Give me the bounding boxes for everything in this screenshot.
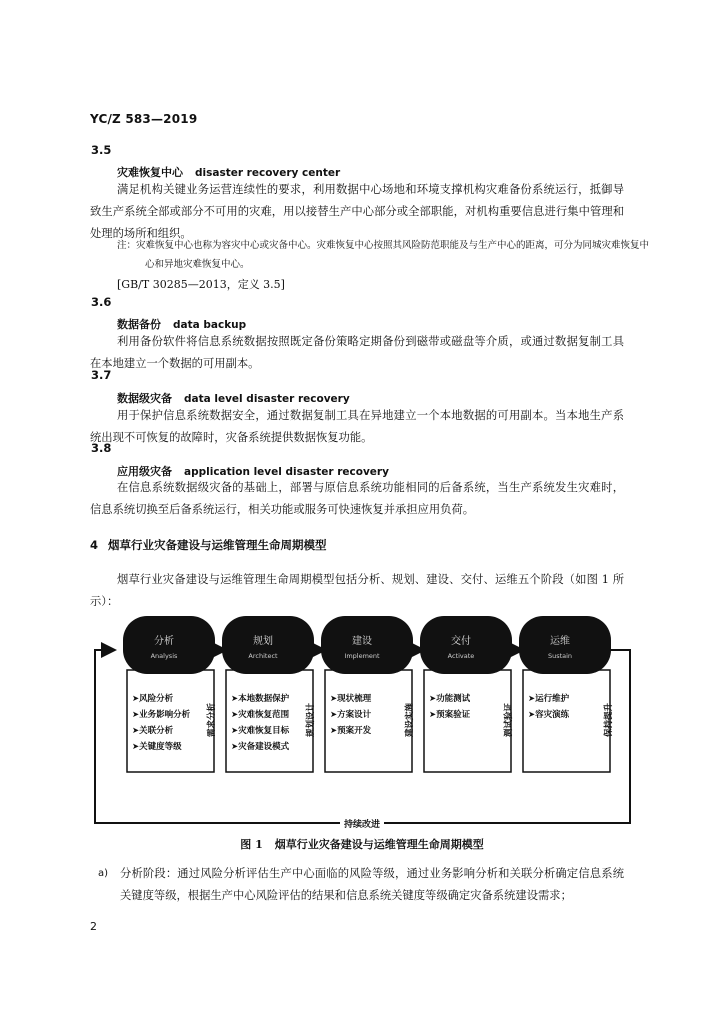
- term-zh: 应用级灾备: [117, 465, 172, 478]
- section-title: 烟草行业灾备建设与运维管理生命周期模型: [108, 538, 327, 552]
- phase-item: ➤灾备建设模式: [231, 742, 290, 752]
- term-number: 3.6: [91, 295, 112, 309]
- phase-zh: 运维: [550, 636, 570, 647]
- connector-label: 建设实施: [405, 702, 415, 738]
- term-en: data level disaster recovery: [184, 393, 350, 405]
- term-title: [117, 164, 340, 180]
- figure-number: 图 1: [240, 838, 263, 851]
- section-heading: [90, 537, 327, 553]
- section-number: 4: [90, 538, 99, 552]
- lifecycle-diagram: [0, 600, 724, 830]
- phase-en: Sustain: [547, 652, 573, 660]
- list-text: 分析阶段：通过风险分析评估生产中心面临的风险等级，通过业务影响分析和关联分析确定信息系统关键度等级，根据生产中心风险评估的结果和信息系统关键度等级确定灾备系统建设需求；: [120, 867, 624, 902]
- phase-box-implement: [325, 670, 412, 772]
- term-zh: 灾难恢复中心: [117, 166, 183, 179]
- phase-box-analysis: [127, 670, 214, 772]
- term-zh: 数据级灾备: [117, 392, 172, 405]
- document-header: YC/Z 583—2019: [90, 112, 198, 126]
- phase-en: Activate: [447, 652, 475, 660]
- section-intro: 烟草行业灾备建设与运维管理生命周期模型包括分析、规划、建设、交付、运维五个阶段（如图 1 所示）：: [90, 573, 624, 608]
- phase-item: ➤现状梳理: [330, 694, 372, 704]
- phase-item: ➤功能测试: [429, 694, 471, 704]
- term-source: [GB/T 30285—2013，定义 3.5]: [117, 278, 285, 291]
- term-zh: 数据备份: [117, 318, 161, 331]
- phase-item: ➤预案验证: [429, 710, 471, 720]
- phase-box-activate: [424, 670, 511, 772]
- phase-item: ➤预案开发: [330, 726, 372, 736]
- phase-item: ➤灾难恢复范围: [231, 710, 290, 720]
- term-definition: 满足机构关键业务运营连续性的要求，利用数据中心场地和环境支撑机构灾难备份系统运行，抵御导致生产系统全部或部分不可用的灾难，用以接替生产中心部分或全部职能，对机构重要信息进行集中管理和处理的场所和组织。: [90, 183, 624, 240]
- phase-item: ➤关键度等级: [132, 742, 182, 752]
- connector-label: 保持提升: [604, 702, 614, 738]
- phase-box-sustain: [523, 670, 610, 772]
- term-en: application level disaster recovery: [184, 466, 389, 478]
- phase-zh: 建设: [352, 636, 372, 647]
- term-title: [117, 390, 350, 406]
- term-number: 3.8: [91, 441, 112, 455]
- figure-title: 烟草行业灾备建设与运维管理生命周期模型: [274, 838, 484, 851]
- figure-caption: [0, 836, 724, 852]
- phase-item: ➤业务影响分析: [132, 710, 191, 720]
- phase-en: Implement: [344, 652, 380, 660]
- phase-zh: 规划: [253, 636, 273, 647]
- phase-item: ➤灾难恢复目标: [231, 726, 290, 736]
- phase-item: ➤本地数据保护: [231, 694, 290, 704]
- connector-label: 需求分析: [207, 702, 217, 738]
- connector-label: 测试验证: [504, 702, 514, 738]
- term-definition: 在信息系统数据级灾备的基础上，部署与原信息系统功能相同的后备系统，当生产系统发生灾难时，信息系统切换至后备系统运行，相关功能或服务可快速恢复并承担应用负荷。: [90, 481, 624, 516]
- term-title: [117, 316, 246, 332]
- term-definition: 用于保护信息系统数据安全，通过数据复制工具在异地建立一个本地数据的可用副本。当本地生产系统出现不可恢复的故障时，灾备系统提供数据恢复功能。: [90, 409, 624, 444]
- page-number: 2: [90, 920, 97, 933]
- loop-label: 持续改进: [343, 820, 381, 830]
- term-number: 3.7: [91, 368, 112, 382]
- phase-en: Architect: [248, 652, 278, 660]
- phase-item: ➤方案设计: [330, 710, 372, 720]
- list-item: [98, 863, 624, 907]
- list-marker: a): [98, 868, 109, 879]
- phase-item: ➤容灾演练: [528, 710, 570, 720]
- phase-zh: 交付: [451, 636, 471, 647]
- connector-label: 规划设计: [306, 702, 316, 738]
- term-definition: 利用备份软件将信息系统数据按照既定备份策略定期备份到磁带或磁盘等介质，或通过数据复制工具在本地建立一个数据的可用副本。: [90, 335, 624, 370]
- term-en: data backup: [173, 319, 247, 331]
- term-number: 3.5: [91, 143, 112, 157]
- phase-zh: 分析: [154, 636, 174, 647]
- phase-box-architect: [226, 670, 313, 772]
- term-note: 注：灾难恢复中心也称为容灾中心或灾备中心。灾难恢复中心按照其风险防范职能及与生产中心的距离，可分为同城灾难恢复中心和异地灾难恢复中心。: [117, 240, 650, 270]
- phase-item: ➤运行维护: [528, 694, 570, 704]
- term-en: disaster recovery center: [195, 167, 341, 179]
- phase-en: Analysis: [150, 652, 178, 660]
- phase-item: ➤风险分析: [132, 694, 174, 704]
- phase-item: ➤关联分析: [132, 726, 174, 736]
